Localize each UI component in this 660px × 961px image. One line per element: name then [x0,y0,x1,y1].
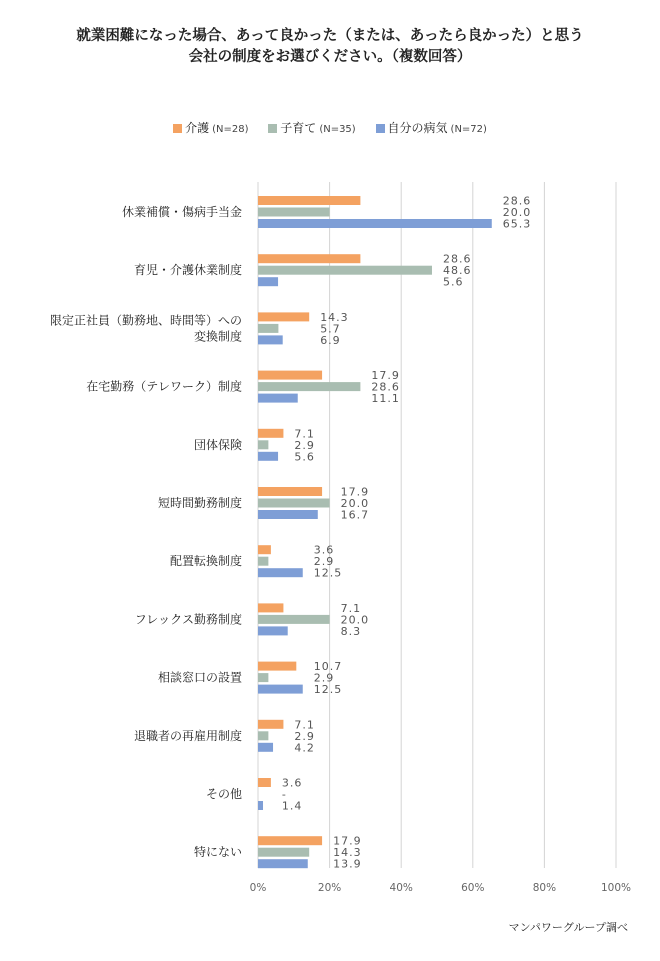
bar [258,545,271,554]
data-label: 5.6 [442,275,464,289]
data-label: 28.6 [442,252,472,266]
data-label: 12.5 [313,566,343,580]
bar [258,277,278,286]
x-tick-label: 100% [600,882,632,894]
data-label: 2.9 [294,438,315,452]
source-note: マンパワーグループ調べ [508,921,628,934]
data-label: 8.3 [340,624,362,638]
data-label: 2.9 [313,555,335,569]
bar [258,510,318,519]
bar [258,208,330,217]
data-label: 28.6 [502,194,532,208]
bar [258,801,263,810]
bar [258,603,283,612]
category-label: 変換制度 [193,329,242,344]
data-label: 3.6 [281,776,303,790]
x-tick-label: 60% [461,882,485,894]
bar [258,196,360,205]
data-label: 1.4 [281,799,303,813]
bar [258,720,283,729]
x-tick-label: 80% [532,882,557,894]
bar [258,731,268,740]
data-label: 17.9 [333,834,362,848]
data-label: 65.3 [502,217,532,231]
category-label: その他 [205,787,242,801]
bar [258,371,322,380]
data-label: 11.1 [371,392,400,406]
bar [258,499,330,508]
data-label: 7.1 [294,718,315,732]
data-label: 3.6 [313,543,335,557]
data-label: 28.6 [371,380,400,394]
category-label: 特にない [193,845,242,860]
data-label: 5.7 [320,322,341,336]
legend-n-series3: (N=72) [450,124,487,135]
bar [258,266,432,275]
legend-n-series2: (N=35) [319,124,356,135]
chart-title-line2: 会社の制度をお選びください。（複数回答） [188,49,472,65]
bar [258,778,271,787]
x-tick-label: 20% [317,882,342,894]
data-label: 5.6 [294,450,315,464]
bar [258,859,308,868]
bar [258,743,273,752]
bar [258,662,296,671]
data-label: - [281,788,287,801]
bar [258,615,330,624]
category-label: 限定正社員（勤務地、時間等）への [49,313,242,328]
data-label: 16.7 [340,508,370,522]
data-label: 14.3 [333,846,362,860]
category-label: 育児・介護休業制度 [133,263,242,278]
bar [258,335,283,344]
category-label: 休業補償・傷病手当金 [121,205,242,219]
data-label: 2.9 [294,729,315,743]
data-label: 6.9 [320,333,341,347]
bar [258,382,360,391]
data-label: 20.0 [502,206,532,219]
data-label: 10.7 [313,660,343,674]
chart-title-line1: 就業困難になった場合、あって良かった（または、あったら良かった）と思う [76,28,584,44]
category-label: 団体保険 [193,437,242,452]
bar [258,685,303,694]
data-label: 13.9 [333,857,362,871]
bar [258,440,268,449]
bar [258,394,298,403]
category-label: 短時間勤務制度 [157,496,242,510]
category-label: 相談窓口の設置 [157,670,242,685]
data-label: 20.0 [340,613,370,627]
bar [258,848,309,857]
category-label: フレックス勤務制度 [134,612,242,627]
data-label: 2.9 [313,671,335,685]
legend-label-series1: 介護 [185,121,210,135]
data-label: 4.2 [294,741,315,755]
bar [258,312,309,321]
data-label: 17.9 [371,369,400,383]
bar [258,452,278,461]
data-label: 48.6 [442,264,472,278]
data-label: 17.9 [340,485,370,499]
x-tick-label: 0% [249,882,267,894]
bar [258,568,303,577]
x-tick-label: 40% [389,882,413,894]
data-label: 12.5 [313,683,343,697]
bar [258,557,268,566]
legend-label-series2: 子育て [280,121,317,135]
category-label: 退職者の再雇用制度 [133,728,242,743]
category-label: 配置転換制度 [169,554,242,569]
category-label: 在宅勤務（テレワーク）制度 [86,379,242,394]
bar [258,673,268,682]
bar [258,626,288,635]
legend-label-series3: 自分の病気 [387,121,448,135]
bar [258,836,322,845]
bar [258,219,492,228]
bar [258,254,360,263]
legend-n-series1: (N=28) [212,124,249,135]
bar [258,429,283,438]
bar [258,324,278,333]
data-label: 7.1 [340,601,362,615]
bar [258,487,322,496]
data-label: 20.0 [340,497,370,510]
data-label: 7.1 [294,427,315,441]
data-label: 14.3 [320,310,349,324]
